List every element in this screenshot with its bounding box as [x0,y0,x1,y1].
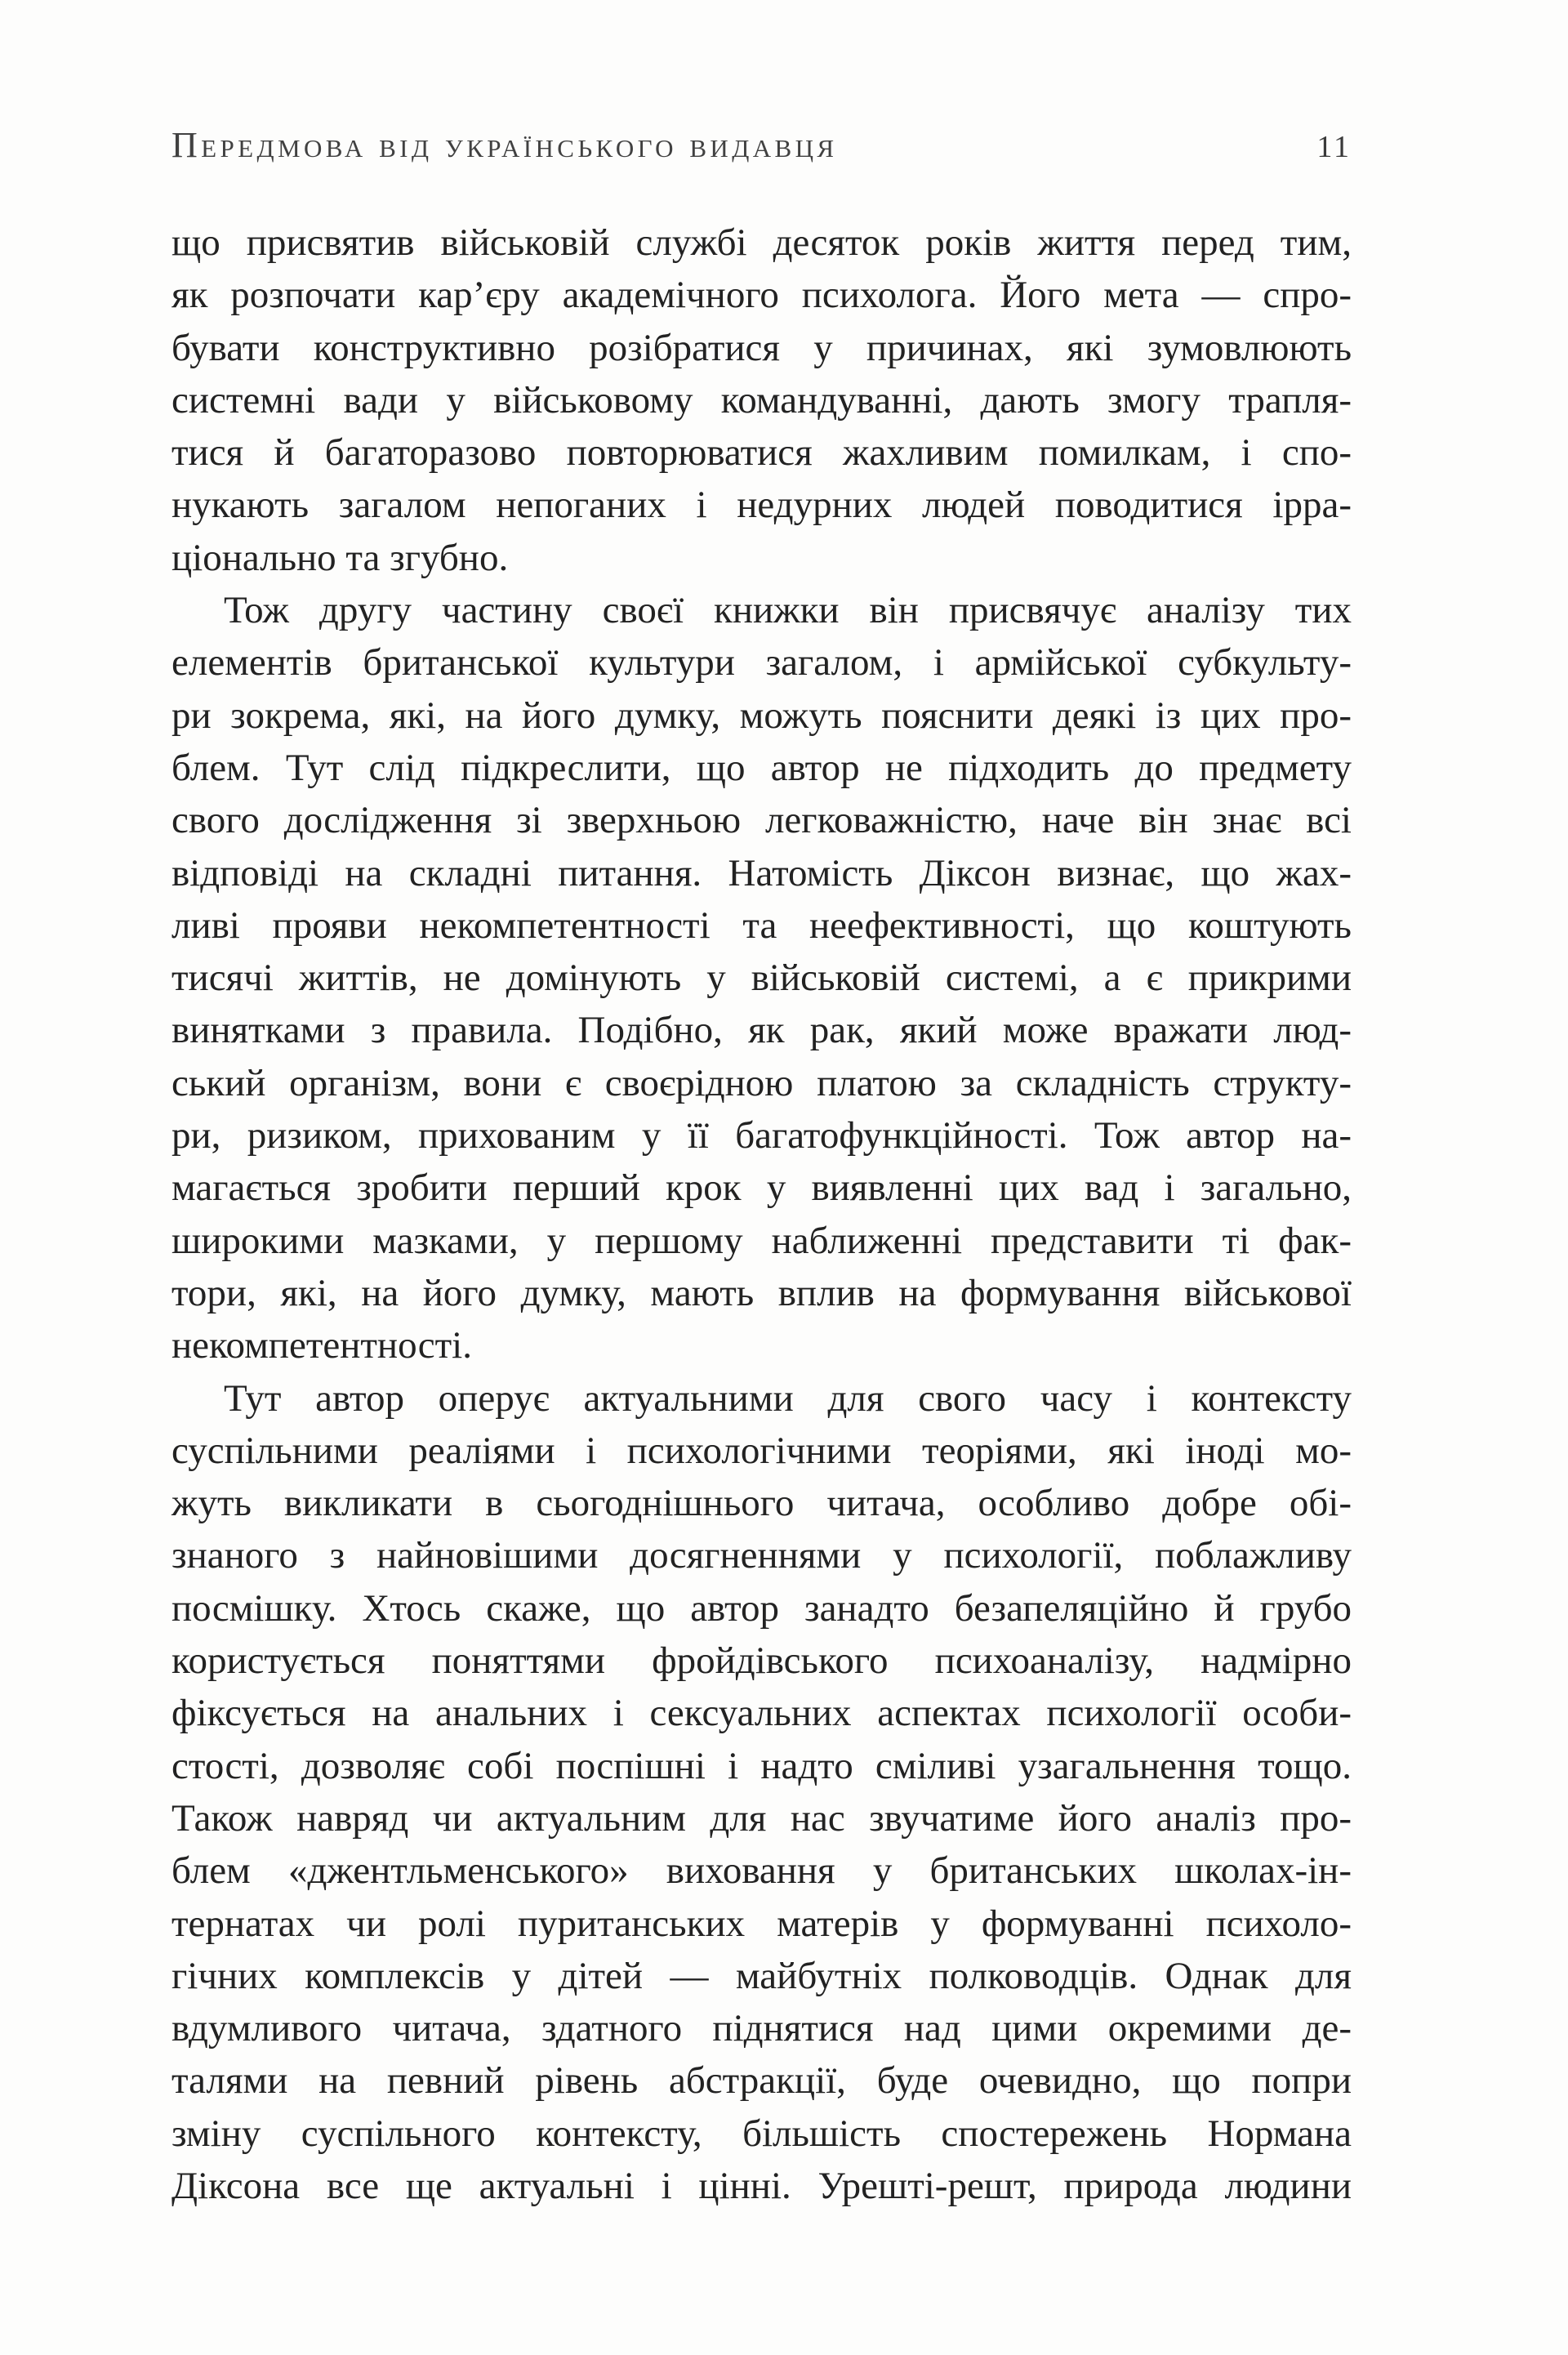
body-line: ціонально та згубно. [172,536,509,579]
body-line: зміну суспільного контексту, більшість спостережень Нормана [172,2112,1352,2155]
body-line: бувати конструктивно розібратися у причинах, які зумовлюють [172,326,1352,369]
body-line: елементів британської культури загалом, і армійської субкульту- [172,641,1352,685]
body-line: Тут автор оперує актуальними для свого часу і контексту [224,1376,1352,1420]
page-body [172,216,1352,2212]
body-line: що присвятив військовій службі десяток років життя перед тим, [172,221,1352,264]
body-line: жуть викликати в сьогоднішнього читача, особливо добре обі- [172,1482,1352,1525]
body-line: ри, ризиком, прихованим у її багатофункційності. Тож автор на- [172,1114,1352,1157]
body-line: тисячі життів, не домінують у військовій системі, а є прикрими [172,957,1352,1000]
body-line: посмішку. Хтось скаже, що автор занадто безапеляційно й грубо [172,1586,1352,1630]
body-line: користується поняттями фройдівського психоаналізу, надмірно [172,1639,1352,1683]
page-number: 11 [1316,130,1352,164]
paragraph [172,1372,1352,2213]
body-line: Тож другу частину своєї книжки він присвячує аналізу тих [224,589,1352,632]
body-line: Діксона все ще актуальні і цінні. Урешті-решт, природа людини [172,2164,1352,2207]
body-line: тори, які, на його думку, мають вплив на формування військової [172,1271,1352,1314]
body-line: ри зокрема, які, на його думку, можуть пояснити деякі із цих про- [172,694,1352,737]
body-line: тернатах чи ролі пуританських матерів у формуванні психоло- [172,1902,1352,1945]
running-title: Передмова від українського видавця [172,125,838,165]
body-line: блем «джентльменського» виховання у британських школах-ін- [172,1849,1352,1893]
body-line: системні вади у військовому командуванні, дають змогу трапля- [172,378,1352,421]
body-line: широкими мазками, у першому наближенні представити ті фак- [172,1219,1352,1262]
body-line: ливі прояви некомпетентності та неефективності, що коштують [172,903,1352,947]
body-line: талями на певний рівень абстракції, буде очевидно, що попри [172,2059,1352,2103]
body-line: вдумливого читача, здатного піднятися над цими окремими де- [172,2007,1352,2050]
body-line: Також навряд чи актуальним для нас звучатиме його аналіз про- [172,1796,1352,1840]
body-line: відповіді на складні питання. Натомість Діксон визнає, що жах- [172,851,1352,894]
paragraph [172,584,1352,1372]
body-line: фіксується на анальних і сексуальних аспектах психології особи- [172,1692,1352,1735]
body-line: нукають загалом непоганих і недурних людей поводитися ірра- [172,484,1352,527]
body-line: тися й багаторазово повторюватися жахливим помилкам, і спо- [172,431,1352,475]
body-line: гічних комплексів у дітей — майбутніх полководців. Однак для [172,1954,1352,1997]
body-line: суспільними реаліями і психологічними теоріями, які іноді мо- [172,1429,1352,1472]
page-header [172,124,1352,166]
body-line: стості, дозволяє собі поспішні і надто сміливі узагальнення тощо. [172,1744,1352,1787]
body-line: некомпетентності. [172,1324,472,1367]
body-line: знаного з найновішими досягненнями у психології, поблажливу [172,1534,1352,1577]
body-line: ський організм, вони є своєрідною платою за складність структу- [172,1061,1352,1104]
body-line: свого дослідження зі зверхньою легковажністю, наче він знає всі [172,799,1352,842]
paragraph [172,216,1352,584]
body-line: магається зробити перший крок у виявленні цих вад і загально, [172,1166,1352,1210]
body-line: як розпочати кар’єру академічного психолога. Його мета — спро- [172,274,1352,317]
body-line: блем. Тут слід підкреслити, що автор не підходить до предмету [172,746,1352,789]
body-line: винятками з правила. Подібно, як рак, який може вражати люд- [172,1009,1352,1052]
